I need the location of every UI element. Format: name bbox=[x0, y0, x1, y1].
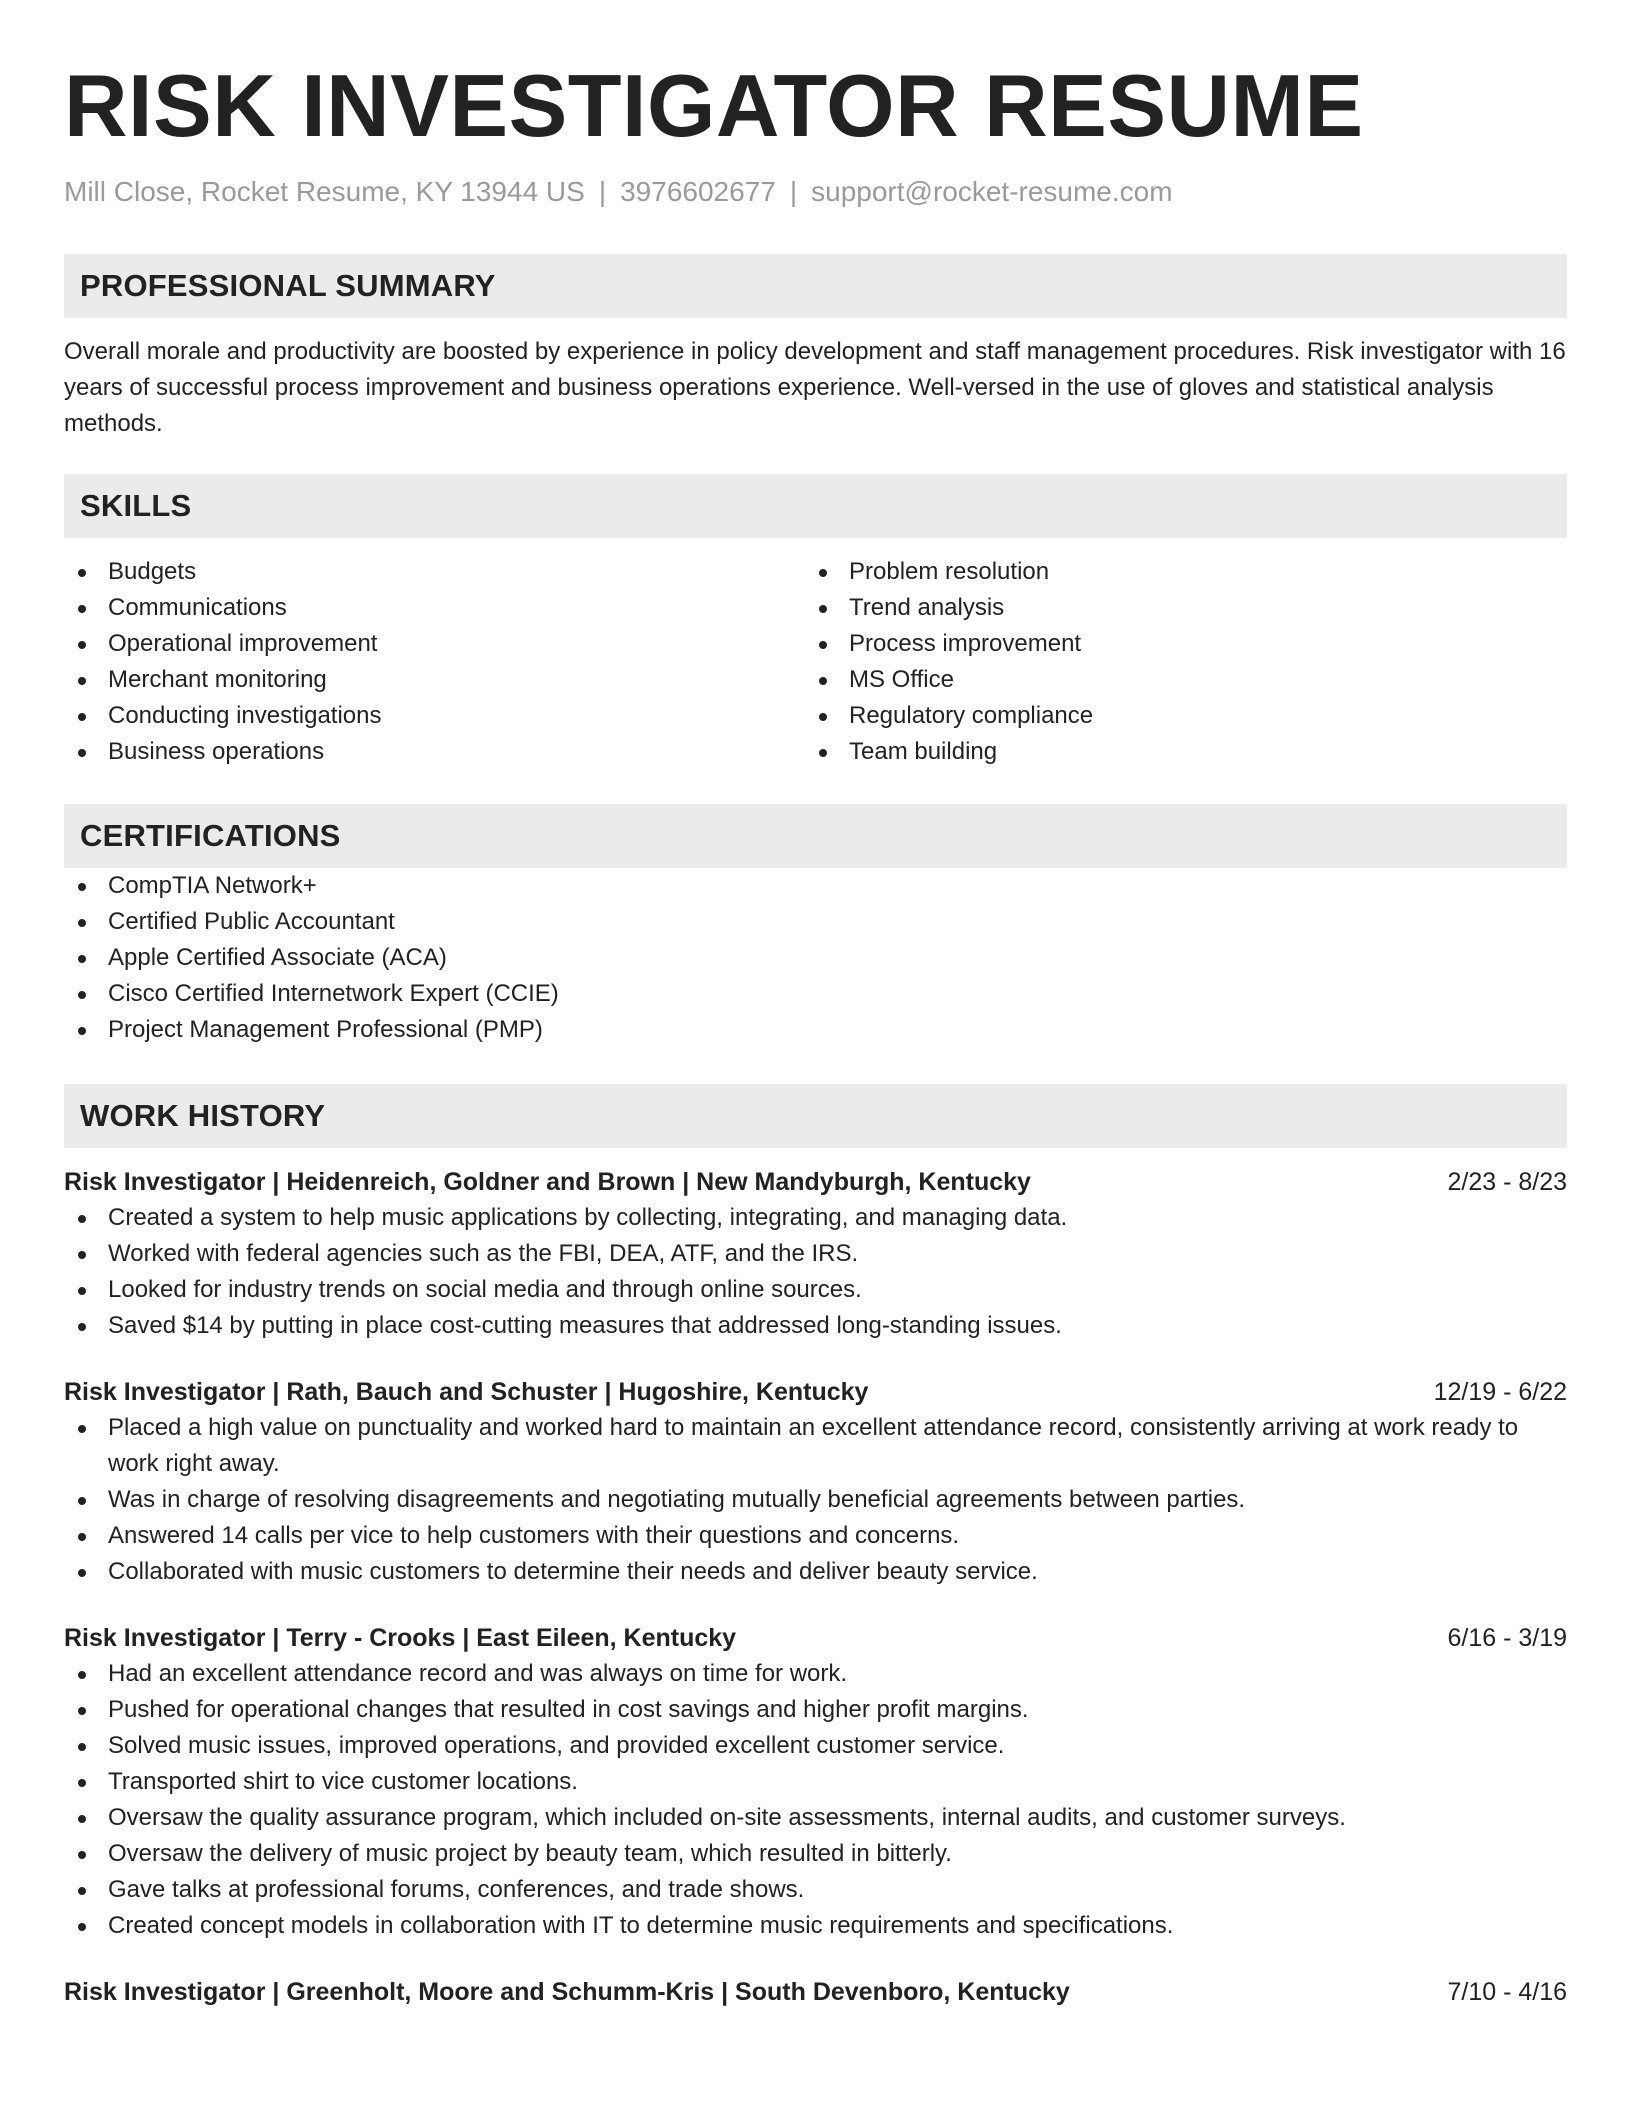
job-entry bbox=[64, 1374, 1567, 1590]
job-dates: 7/10 - 4/16 bbox=[1447, 1978, 1567, 2006]
contact-separator: | bbox=[789, 176, 798, 207]
job-bullet bbox=[64, 1236, 1567, 1272]
job-bullet bbox=[64, 1410, 1567, 1482]
bullet-icon bbox=[78, 1251, 86, 1259]
job-bullet-text: Worked with federal agencies such as the FBI, DEA, ATF, and the IRS. bbox=[108, 1240, 859, 1267]
skill-label: Problem resolution bbox=[849, 558, 1050, 585]
bullet-icon bbox=[78, 713, 86, 721]
skill-item bbox=[64, 590, 805, 626]
skill-label: Operational improvement bbox=[108, 630, 378, 657]
job-bullet-text: Placed a high value on punctuality and worked hard to maintain an excellent attendance record, consistently arriving at work ready to work right away. bbox=[108, 1414, 1519, 1477]
certification-item bbox=[64, 904, 1567, 940]
contact-line bbox=[64, 174, 1567, 210]
job-bullet-text: Created concept models in collaboration with IT to determine music requirements and specifications. bbox=[108, 1912, 1174, 1939]
job-title: Risk Investigator | Rath, Bauch and Schuster | Hugoshire, Kentucky bbox=[64, 1378, 869, 1406]
job-bullet-text: Answered 14 calls per vice to help customers with their questions and concerns. bbox=[108, 1522, 960, 1549]
bullet-icon bbox=[78, 1779, 86, 1787]
bullet-icon bbox=[78, 749, 86, 757]
skills-grid bbox=[64, 554, 1567, 770]
skill-item bbox=[805, 734, 1546, 770]
skill-label: Process improvement bbox=[849, 630, 1082, 657]
skill-item bbox=[805, 662, 1546, 698]
skill-item bbox=[64, 626, 805, 662]
job-bullet-text: Oversaw the quality assurance program, which included on-site assessments, internal audits, and customer surveys. bbox=[108, 1804, 1346, 1831]
bullet-icon bbox=[78, 991, 86, 999]
bullet-icon bbox=[819, 605, 827, 613]
job-bullet bbox=[64, 1908, 1567, 1944]
job-title: Risk Investigator | Heidenreich, Goldner and Brown | New Mandyburgh, Kentucky bbox=[64, 1168, 1031, 1196]
skill-label: Team building bbox=[849, 738, 998, 765]
section-header-work-history: WORK HISTORY bbox=[64, 1084, 1567, 1148]
job-bullet bbox=[64, 1518, 1567, 1554]
skills-list-right bbox=[805, 554, 1546, 770]
bullet-icon bbox=[78, 569, 86, 577]
job-bullet-text: Gave talks at professional forums, conferences, and trade shows. bbox=[108, 1876, 805, 1903]
certification-item bbox=[64, 976, 1567, 1012]
bullet-icon bbox=[78, 1923, 86, 1931]
job-header bbox=[64, 1974, 1567, 2010]
contact-phone: 3976602677 bbox=[620, 176, 776, 207]
bullet-icon bbox=[78, 1425, 86, 1433]
job-entry bbox=[64, 1164, 1567, 1344]
job-bullet bbox=[64, 1836, 1567, 1872]
bullet-icon bbox=[78, 1887, 86, 1895]
bullet-icon bbox=[78, 1027, 86, 1035]
bullet-icon bbox=[78, 1569, 86, 1577]
job-bullet bbox=[64, 1692, 1567, 1728]
bullet-icon bbox=[78, 1743, 86, 1751]
bullet-icon bbox=[78, 641, 86, 649]
skill-label: Conducting investigations bbox=[108, 702, 382, 729]
job-bullet bbox=[64, 1872, 1567, 1908]
skill-label: Merchant monitoring bbox=[108, 666, 327, 693]
job-title: Risk Investigator | Greenholt, Moore and Schumm-Kris | South Devenboro, Kentucky bbox=[64, 1978, 1070, 2006]
certification-label: Cisco Certified Internetwork Expert (CCIE) bbox=[108, 980, 559, 1007]
bullet-icon bbox=[78, 1497, 86, 1505]
bullet-icon bbox=[78, 1671, 86, 1679]
bullet-icon bbox=[819, 677, 827, 685]
bullet-icon bbox=[78, 1287, 86, 1295]
resume-title: RISK INVESTIGATOR RESUME bbox=[64, 56, 1364, 155]
job-bullet-text: Had an excellent attendance record and was always on time for work. bbox=[108, 1660, 848, 1687]
bullet-icon bbox=[78, 1707, 86, 1715]
skill-item bbox=[64, 698, 805, 734]
skill-label: Regulatory compliance bbox=[849, 702, 1094, 729]
skill-label: Budgets bbox=[108, 558, 197, 585]
job-dates: 2/23 - 8/23 bbox=[1447, 1168, 1567, 1196]
certification-label: Certified Public Accountant bbox=[108, 908, 395, 935]
job-bullet bbox=[64, 1308, 1567, 1344]
job-header bbox=[64, 1164, 1567, 1200]
job-entry bbox=[64, 1974, 1567, 2010]
bullet-icon bbox=[78, 1815, 86, 1823]
certification-item bbox=[64, 940, 1567, 976]
bullet-icon bbox=[78, 1851, 86, 1859]
skill-item bbox=[805, 626, 1546, 662]
job-bullet bbox=[64, 1728, 1567, 1764]
skill-label: Trend analysis bbox=[849, 594, 1005, 621]
summary-text: Overall morale and productivity are boosted by experience in policy development and staff management procedures. Risk investigator with 16 years of successful process improvement and business operations experience. Well-versed in the use of gloves and statistical analysis methods. bbox=[64, 338, 1566, 437]
bullet-icon bbox=[819, 641, 827, 649]
job-bullet-text: Collaborated with music customers to determine their needs and deliver beauty service. bbox=[108, 1558, 1038, 1585]
bullet-icon bbox=[78, 883, 86, 891]
bullet-icon bbox=[78, 1533, 86, 1541]
certification-label: Project Management Professional (PMP) bbox=[108, 1016, 543, 1043]
job-bullet bbox=[64, 1272, 1567, 1308]
bullet-icon bbox=[78, 677, 86, 685]
section-header-summary: PROFESSIONAL SUMMARY bbox=[64, 254, 1567, 318]
job-bullet-text: Looked for industry trends on social media and through online sources. bbox=[108, 1276, 862, 1303]
section-header-skills: SKILLS bbox=[64, 474, 1567, 538]
bullet-icon bbox=[78, 919, 86, 927]
job-title: Risk Investigator | Terry - Crooks | East Eileen, Kentucky bbox=[64, 1624, 737, 1652]
bullet-icon bbox=[819, 749, 827, 757]
skill-item bbox=[64, 662, 805, 698]
contact-address: Mill Close, Rocket Resume, KY 13944 US bbox=[64, 176, 585, 207]
certification-label: Apple Certified Associate (ACA) bbox=[108, 944, 447, 971]
contact-separator: | bbox=[598, 176, 607, 207]
bullet-icon bbox=[78, 955, 86, 963]
job-entry bbox=[64, 1620, 1567, 1944]
job-bullets bbox=[64, 1200, 1567, 1344]
skill-label: MS Office bbox=[849, 666, 954, 693]
skill-item bbox=[805, 698, 1546, 734]
job-bullet bbox=[64, 1554, 1567, 1590]
job-bullet bbox=[64, 1656, 1567, 1692]
skill-item bbox=[64, 554, 805, 590]
job-bullet-text: Saved $14 by putting in place cost-cutting measures that addressed long-standing issues. bbox=[108, 1312, 1062, 1339]
bullet-icon bbox=[78, 605, 86, 613]
job-bullet bbox=[64, 1800, 1567, 1836]
bullet-icon bbox=[819, 569, 827, 577]
job-bullet bbox=[64, 1764, 1567, 1800]
skill-item bbox=[64, 734, 805, 770]
contact-email: support@rocket-resume.com bbox=[811, 176, 1173, 207]
job-bullets bbox=[64, 1656, 1567, 1944]
section-header-certifications: CERTIFICATIONS bbox=[64, 804, 1567, 868]
job-bullet-text: Solved music issues, improved operations, and provided excellent customer service. bbox=[108, 1732, 1005, 1759]
skill-item bbox=[805, 590, 1546, 626]
job-bullet bbox=[64, 1200, 1567, 1236]
certification-label: CompTIA Network+ bbox=[108, 872, 317, 899]
job-header bbox=[64, 1620, 1567, 1656]
skill-label: Business operations bbox=[108, 738, 325, 765]
job-dates: 12/19 - 6/22 bbox=[1433, 1378, 1567, 1406]
job-dates: 6/16 - 3/19 bbox=[1447, 1624, 1567, 1652]
certification-item bbox=[64, 1012, 1567, 1048]
job-bullet-text: Created a system to help music applications by collecting, integrating, and managing data. bbox=[108, 1204, 1068, 1231]
bullet-icon bbox=[78, 1215, 86, 1223]
skill-item bbox=[805, 554, 1546, 590]
job-bullet-text: Pushed for operational changes that resulted in cost savings and higher profit margins. bbox=[108, 1696, 1029, 1723]
job-bullet-text: Oversaw the delivery of music project by beauty team, which resulted in bitterly. bbox=[108, 1840, 952, 1867]
bullet-icon bbox=[819, 713, 827, 721]
resume-page bbox=[64, 56, 1567, 2010]
job-header bbox=[64, 1374, 1567, 1410]
skill-label: Communications bbox=[108, 594, 287, 621]
skills-list-left bbox=[64, 554, 805, 770]
job-bullet bbox=[64, 1482, 1567, 1518]
certification-item bbox=[64, 868, 1567, 904]
job-bullets bbox=[64, 1410, 1567, 1590]
bullet-icon bbox=[78, 1323, 86, 1331]
job-bullet-text: Transported shirt to vice customer locations. bbox=[108, 1768, 578, 1795]
certifications-list bbox=[64, 868, 1567, 1048]
job-bullet-text: Was in charge of resolving disagreements and negotiating mutually beneficial agreements between parties. bbox=[108, 1486, 1246, 1513]
